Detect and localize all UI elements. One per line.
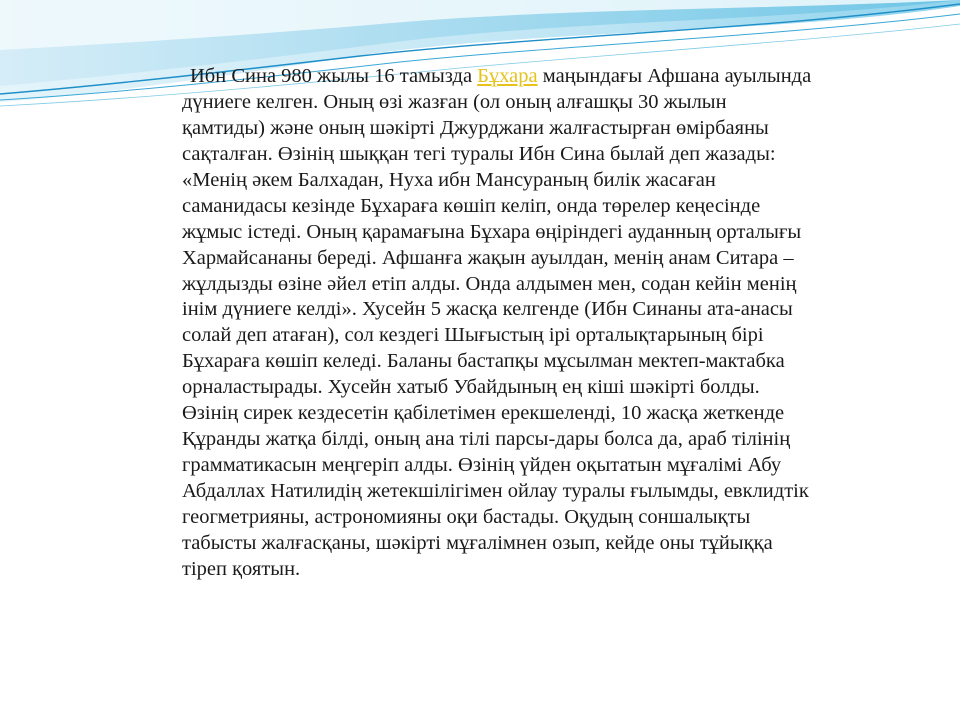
- paragraph-line: «Менің әкем Балхадан, Нуха ибн Мансураның билік жасаған: [182, 168, 716, 191]
- paragraph-line-first: [182, 64, 922, 90]
- paragraph-line: табысты жалғасқаны, шәкірті мұғалімнен озып, кейде оны тұйыққа: [182, 531, 773, 554]
- paragraph-line: тіреп қоятын.: [182, 557, 301, 580]
- paragraph-line-first-after: маңындағы Афшана ауылында: [537, 65, 812, 87]
- paragraph-line: орналастырады. Хусейн хатыб Убайдының ең кіші шәкірті болды.: [182, 376, 760, 399]
- paragraph-line: саманидасы кезінде Бұхараға көшіп келіп, онда төрелер кеңесінде: [182, 194, 761, 217]
- paragraph-line: дүниеге келген. Оның өзі жазған (ол оның алғашқы 30 жылын: [182, 90, 727, 113]
- bukhara-link[interactable]: Бұхара: [477, 65, 538, 87]
- paragraph-line: Хармайсананы береді. Афшанға жақын ауылдан, менің анам Ситара –: [182, 246, 794, 269]
- paragraph-line: жұлдызды өзіне әйел етіп алды. Онда алдымен мен, содан кейін менің: [182, 272, 797, 295]
- paragraph-line: інім дүниеге келді». Хусейн 5 жасқа келгенде (Ибн Синаны ата-анасы: [182, 298, 793, 321]
- paragraph-line: Құранды жатқа білді, оның ана тілі парсы-дары болса да, араб тілінің: [182, 428, 791, 451]
- paragraph-line: сақталған. Өзінің шыққан тегі туралы Ибн Сина былай деп жазады:: [182, 142, 776, 165]
- paragraph-line: жұмыс істеді. Оның қарамағына Бұхара өңіріндегі ауданның орталығы: [182, 220, 802, 243]
- paragraph-line: грамматикасын меңгеріп алды. Өзінің үйден оқытатын мұғалімі Абу: [182, 454, 782, 477]
- paragraph-line: Абдаллах Натилидің жетекшілігімен ойлау туралы ғылымды, евклидтік: [182, 480, 809, 502]
- paragraph-line: қамтиды) және оның шәкірті Джурджани жалғастырған өмірбаяны: [182, 116, 769, 139]
- paragraph-line: Бұхараға көшіп келеді. Баланы бастапқы мұсылман мектеп-мактабка: [182, 350, 785, 373]
- paragraph-line: Өзінің сирек кездесетін қабілетімен ерекшеленді, 10 жасқа жеткенде: [182, 402, 785, 425]
- paragraph-line: геогметрияны, астрономияны оқи бастады. Оқудың соншалықты: [182, 505, 751, 528]
- paragraph-line: солай деп атаған), сол кездегі Шығыстың ірі орталықтарының бірі: [182, 324, 764, 347]
- paragraph-line-first-before: Ибн Сина 980 жылы 16 тамызда: [190, 65, 478, 87]
- main-paragraph: [182, 64, 922, 583]
